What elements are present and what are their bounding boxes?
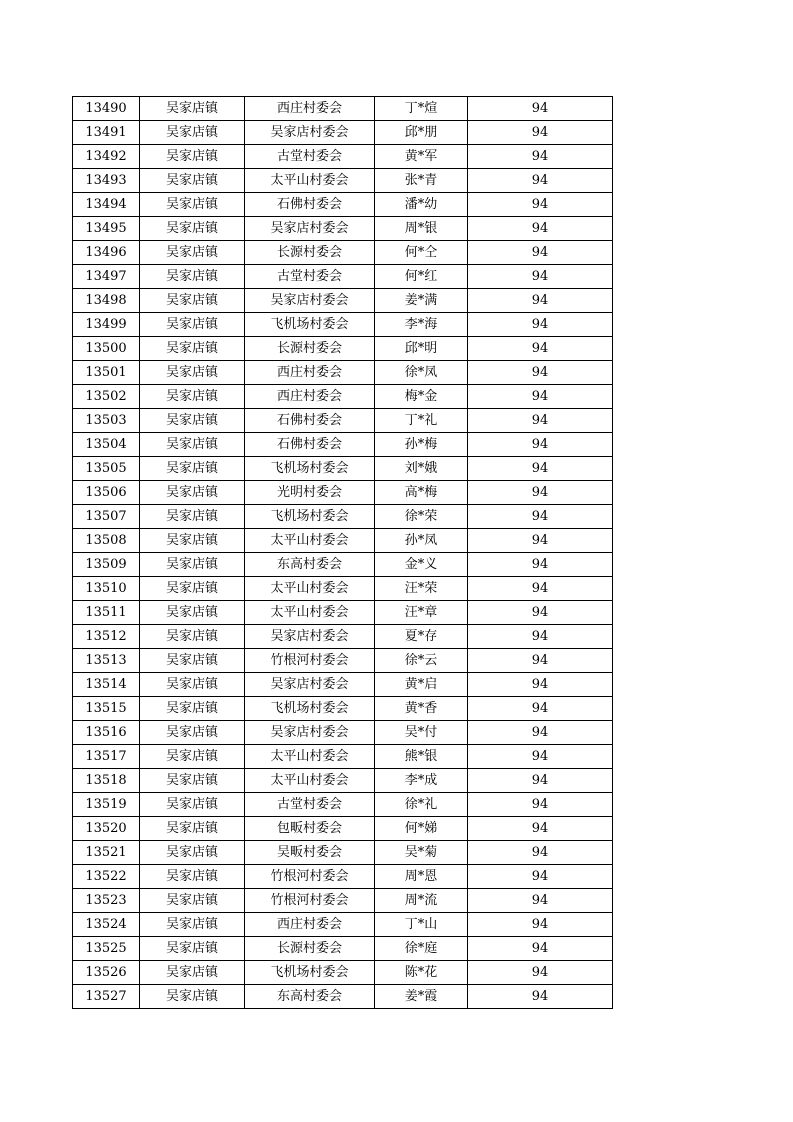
- name-cell: 黄*启: [375, 673, 468, 697]
- record-id-cell: 13517: [73, 745, 140, 769]
- village-cell: 吴家店村委会: [245, 289, 375, 313]
- table-row: [73, 625, 613, 649]
- town-cell: 吴家店镇: [140, 289, 245, 313]
- village-cell: 飞机场村委会: [245, 505, 375, 529]
- village-cell: 竹根河村委会: [245, 649, 375, 673]
- score-cell: 94: [468, 793, 613, 817]
- town-cell: 吴家店镇: [140, 241, 245, 265]
- record-id-cell: 13524: [73, 913, 140, 937]
- record-id-cell: 13498: [73, 289, 140, 313]
- town-cell: 吴家店镇: [140, 145, 245, 169]
- record-id-cell: 13500: [73, 337, 140, 361]
- records-table: [72, 96, 613, 1009]
- town-cell: 吴家店镇: [140, 817, 245, 841]
- town-cell: 吴家店镇: [140, 577, 245, 601]
- town-cell: 吴家店镇: [140, 433, 245, 457]
- table-row: [73, 241, 613, 265]
- village-cell: 吴家店村委会: [245, 673, 375, 697]
- name-cell: 徐*礼: [375, 793, 468, 817]
- score-cell: 94: [468, 337, 613, 361]
- record-id-cell: 13492: [73, 145, 140, 169]
- table-row: [73, 505, 613, 529]
- table-row: [73, 193, 613, 217]
- table-row: [73, 481, 613, 505]
- village-cell: 包畈村委会: [245, 817, 375, 841]
- score-cell: 94: [468, 721, 613, 745]
- town-cell: 吴家店镇: [140, 865, 245, 889]
- score-cell: 94: [468, 817, 613, 841]
- name-cell: 丁*山: [375, 913, 468, 937]
- town-cell: 吴家店镇: [140, 889, 245, 913]
- name-cell: 黄*香: [375, 697, 468, 721]
- name-cell: 刘*娥: [375, 457, 468, 481]
- village-cell: 竹根河村委会: [245, 865, 375, 889]
- record-id-cell: 13501: [73, 361, 140, 385]
- town-cell: 吴家店镇: [140, 601, 245, 625]
- table-row: [73, 721, 613, 745]
- name-cell: 金*义: [375, 553, 468, 577]
- name-cell: 汪*荣: [375, 577, 468, 601]
- village-cell: 吴家店村委会: [245, 121, 375, 145]
- name-cell: 何*红: [375, 265, 468, 289]
- record-id-cell: 13526: [73, 961, 140, 985]
- village-cell: 古堂村委会: [245, 793, 375, 817]
- table-row: [73, 889, 613, 913]
- name-cell: 孙*梅: [375, 433, 468, 457]
- village-cell: 光明村委会: [245, 481, 375, 505]
- score-cell: 94: [468, 673, 613, 697]
- record-id-cell: 13506: [73, 481, 140, 505]
- records-body: [73, 97, 613, 1009]
- village-cell: 吴家店村委会: [245, 625, 375, 649]
- village-cell: 长源村委会: [245, 337, 375, 361]
- village-cell: 西庄村委会: [245, 97, 375, 121]
- record-id-cell: 13499: [73, 313, 140, 337]
- village-cell: 石佛村委会: [245, 193, 375, 217]
- town-cell: 吴家店镇: [140, 217, 245, 241]
- name-cell: 周*银: [375, 217, 468, 241]
- score-cell: 94: [468, 625, 613, 649]
- town-cell: 吴家店镇: [140, 697, 245, 721]
- record-id-cell: 13521: [73, 841, 140, 865]
- name-cell: 熊*银: [375, 745, 468, 769]
- table-row: [73, 529, 613, 553]
- score-cell: 94: [468, 481, 613, 505]
- town-cell: 吴家店镇: [140, 649, 245, 673]
- name-cell: 徐*凤: [375, 361, 468, 385]
- record-id-cell: 13511: [73, 601, 140, 625]
- name-cell: 汪*章: [375, 601, 468, 625]
- score-cell: 94: [468, 985, 613, 1009]
- village-cell: 石佛村委会: [245, 409, 375, 433]
- town-cell: 吴家店镇: [140, 409, 245, 433]
- village-cell: 古堂村委会: [245, 145, 375, 169]
- village-cell: 长源村委会: [245, 937, 375, 961]
- table-row: [73, 97, 613, 121]
- name-cell: 邱*朋: [375, 121, 468, 145]
- name-cell: 邱*明: [375, 337, 468, 361]
- record-id-cell: 13491: [73, 121, 140, 145]
- name-cell: 陈*花: [375, 961, 468, 985]
- score-cell: 94: [468, 145, 613, 169]
- village-cell: 太平山村委会: [245, 529, 375, 553]
- name-cell: 徐*庭: [375, 937, 468, 961]
- town-cell: 吴家店镇: [140, 361, 245, 385]
- village-cell: 太平山村委会: [245, 745, 375, 769]
- name-cell: 潘*幼: [375, 193, 468, 217]
- village-cell: 飞机场村委会: [245, 313, 375, 337]
- record-id-cell: 13508: [73, 529, 140, 553]
- village-cell: 飞机场村委会: [245, 457, 375, 481]
- village-cell: 东高村委会: [245, 985, 375, 1009]
- record-id-cell: 13510: [73, 577, 140, 601]
- table-row: [73, 649, 613, 673]
- score-cell: 94: [468, 385, 613, 409]
- town-cell: 吴家店镇: [140, 505, 245, 529]
- score-cell: 94: [468, 121, 613, 145]
- score-cell: 94: [468, 697, 613, 721]
- village-cell: 飞机场村委会: [245, 961, 375, 985]
- village-cell: 竹根河村委会: [245, 889, 375, 913]
- table-row: [73, 289, 613, 313]
- score-cell: 94: [468, 409, 613, 433]
- name-cell: 何*娣: [375, 817, 468, 841]
- score-cell: 94: [468, 97, 613, 121]
- table-row: [73, 985, 613, 1009]
- score-cell: 94: [468, 313, 613, 337]
- name-cell: 孙*凤: [375, 529, 468, 553]
- table-row: [73, 553, 613, 577]
- table-row: [73, 937, 613, 961]
- village-cell: 西庄村委会: [245, 361, 375, 385]
- record-id-cell: 13525: [73, 937, 140, 961]
- record-id-cell: 13515: [73, 697, 140, 721]
- record-id-cell: 13493: [73, 169, 140, 193]
- record-id-cell: 13507: [73, 505, 140, 529]
- town-cell: 吴家店镇: [140, 385, 245, 409]
- village-cell: 东高村委会: [245, 553, 375, 577]
- table-row: [73, 265, 613, 289]
- score-cell: 94: [468, 289, 613, 313]
- score-cell: 94: [468, 577, 613, 601]
- table-row: [73, 121, 613, 145]
- record-id-cell: 13496: [73, 241, 140, 265]
- town-cell: 吴家店镇: [140, 961, 245, 985]
- name-cell: 李*成: [375, 769, 468, 793]
- town-cell: 吴家店镇: [140, 121, 245, 145]
- name-cell: 姜*霞: [375, 985, 468, 1009]
- score-cell: 94: [468, 745, 613, 769]
- score-cell: 94: [468, 865, 613, 889]
- table-row: [73, 865, 613, 889]
- table-row: [73, 577, 613, 601]
- village-cell: 吴家店村委会: [245, 217, 375, 241]
- town-cell: 吴家店镇: [140, 337, 245, 361]
- village-cell: 太平山村委会: [245, 577, 375, 601]
- village-cell: 太平山村委会: [245, 601, 375, 625]
- town-cell: 吴家店镇: [140, 457, 245, 481]
- village-cell: 太平山村委会: [245, 169, 375, 193]
- village-cell: 西庄村委会: [245, 385, 375, 409]
- table-row: [73, 145, 613, 169]
- town-cell: 吴家店镇: [140, 97, 245, 121]
- village-cell: 石佛村委会: [245, 433, 375, 457]
- town-cell: 吴家店镇: [140, 673, 245, 697]
- record-id-cell: 13512: [73, 625, 140, 649]
- score-cell: 94: [468, 169, 613, 193]
- name-cell: 吴*菊: [375, 841, 468, 865]
- score-cell: 94: [468, 193, 613, 217]
- village-cell: 长源村委会: [245, 241, 375, 265]
- record-id-cell: 13505: [73, 457, 140, 481]
- town-cell: 吴家店镇: [140, 913, 245, 937]
- name-cell: 高*梅: [375, 481, 468, 505]
- table-row: [73, 169, 613, 193]
- score-cell: 94: [468, 241, 613, 265]
- village-cell: 西庄村委会: [245, 913, 375, 937]
- town-cell: 吴家店镇: [140, 793, 245, 817]
- name-cell: 吴*付: [375, 721, 468, 745]
- record-id-cell: 13527: [73, 985, 140, 1009]
- town-cell: 吴家店镇: [140, 481, 245, 505]
- town-cell: 吴家店镇: [140, 553, 245, 577]
- town-cell: 吴家店镇: [140, 721, 245, 745]
- town-cell: 吴家店镇: [140, 625, 245, 649]
- table-row: [73, 793, 613, 817]
- score-cell: 94: [468, 937, 613, 961]
- name-cell: 丁*礼: [375, 409, 468, 433]
- town-cell: 吴家店镇: [140, 529, 245, 553]
- score-cell: 94: [468, 529, 613, 553]
- name-cell: 张*青: [375, 169, 468, 193]
- record-id-cell: 13520: [73, 817, 140, 841]
- table-row: [73, 385, 613, 409]
- table-row: [73, 697, 613, 721]
- table-row: [73, 601, 613, 625]
- town-cell: 吴家店镇: [140, 313, 245, 337]
- record-id-cell: 13494: [73, 193, 140, 217]
- name-cell: 周*流: [375, 889, 468, 913]
- table-row: [73, 841, 613, 865]
- score-cell: 94: [468, 217, 613, 241]
- table-row: [73, 409, 613, 433]
- table-row: [73, 961, 613, 985]
- record-id-cell: 13513: [73, 649, 140, 673]
- town-cell: 吴家店镇: [140, 985, 245, 1009]
- score-cell: 94: [468, 961, 613, 985]
- score-cell: 94: [468, 769, 613, 793]
- score-cell: 94: [468, 889, 613, 913]
- record-id-cell: 13497: [73, 265, 140, 289]
- name-cell: 黄*军: [375, 145, 468, 169]
- record-id-cell: 13516: [73, 721, 140, 745]
- name-cell: 丁*煊: [375, 97, 468, 121]
- village-cell: 吴家店村委会: [245, 721, 375, 745]
- town-cell: 吴家店镇: [140, 745, 245, 769]
- name-cell: 周*恩: [375, 865, 468, 889]
- name-cell: 李*海: [375, 313, 468, 337]
- record-id-cell: 13490: [73, 97, 140, 121]
- table-row: [73, 433, 613, 457]
- name-cell: 何*仝: [375, 241, 468, 265]
- table-row: [73, 457, 613, 481]
- score-cell: 94: [468, 361, 613, 385]
- score-cell: 94: [468, 505, 613, 529]
- village-cell: 飞机场村委会: [245, 697, 375, 721]
- village-cell: 古堂村委会: [245, 265, 375, 289]
- table-row: [73, 769, 613, 793]
- score-cell: 94: [468, 553, 613, 577]
- table-row: [73, 313, 613, 337]
- town-cell: 吴家店镇: [140, 769, 245, 793]
- town-cell: 吴家店镇: [140, 169, 245, 193]
- town-cell: 吴家店镇: [140, 937, 245, 961]
- town-cell: 吴家店镇: [140, 841, 245, 865]
- score-cell: 94: [468, 913, 613, 937]
- record-id-cell: 13514: [73, 673, 140, 697]
- record-id-cell: 13502: [73, 385, 140, 409]
- table-row: [73, 337, 613, 361]
- name-cell: 夏*存: [375, 625, 468, 649]
- record-id-cell: 13503: [73, 409, 140, 433]
- record-id-cell: 13522: [73, 865, 140, 889]
- table-row: [73, 217, 613, 241]
- score-cell: 94: [468, 649, 613, 673]
- record-id-cell: 13523: [73, 889, 140, 913]
- record-id-cell: 13495: [73, 217, 140, 241]
- score-cell: 94: [468, 601, 613, 625]
- table-row: [73, 361, 613, 385]
- table-row: [73, 745, 613, 769]
- record-id-cell: 13504: [73, 433, 140, 457]
- table-row: [73, 817, 613, 841]
- record-id-cell: 13519: [73, 793, 140, 817]
- name-cell: 徐*荣: [375, 505, 468, 529]
- score-cell: 94: [468, 433, 613, 457]
- record-id-cell: 13509: [73, 553, 140, 577]
- village-cell: 太平山村委会: [245, 769, 375, 793]
- table-row: [73, 913, 613, 937]
- score-cell: 94: [468, 457, 613, 481]
- town-cell: 吴家店镇: [140, 265, 245, 289]
- town-cell: 吴家店镇: [140, 193, 245, 217]
- name-cell: 姜*满: [375, 289, 468, 313]
- score-cell: 94: [468, 841, 613, 865]
- village-cell: 吴畈村委会: [245, 841, 375, 865]
- table-row: [73, 673, 613, 697]
- record-id-cell: 13518: [73, 769, 140, 793]
- name-cell: 徐*云: [375, 649, 468, 673]
- score-cell: 94: [468, 265, 613, 289]
- name-cell: 梅*金: [375, 385, 468, 409]
